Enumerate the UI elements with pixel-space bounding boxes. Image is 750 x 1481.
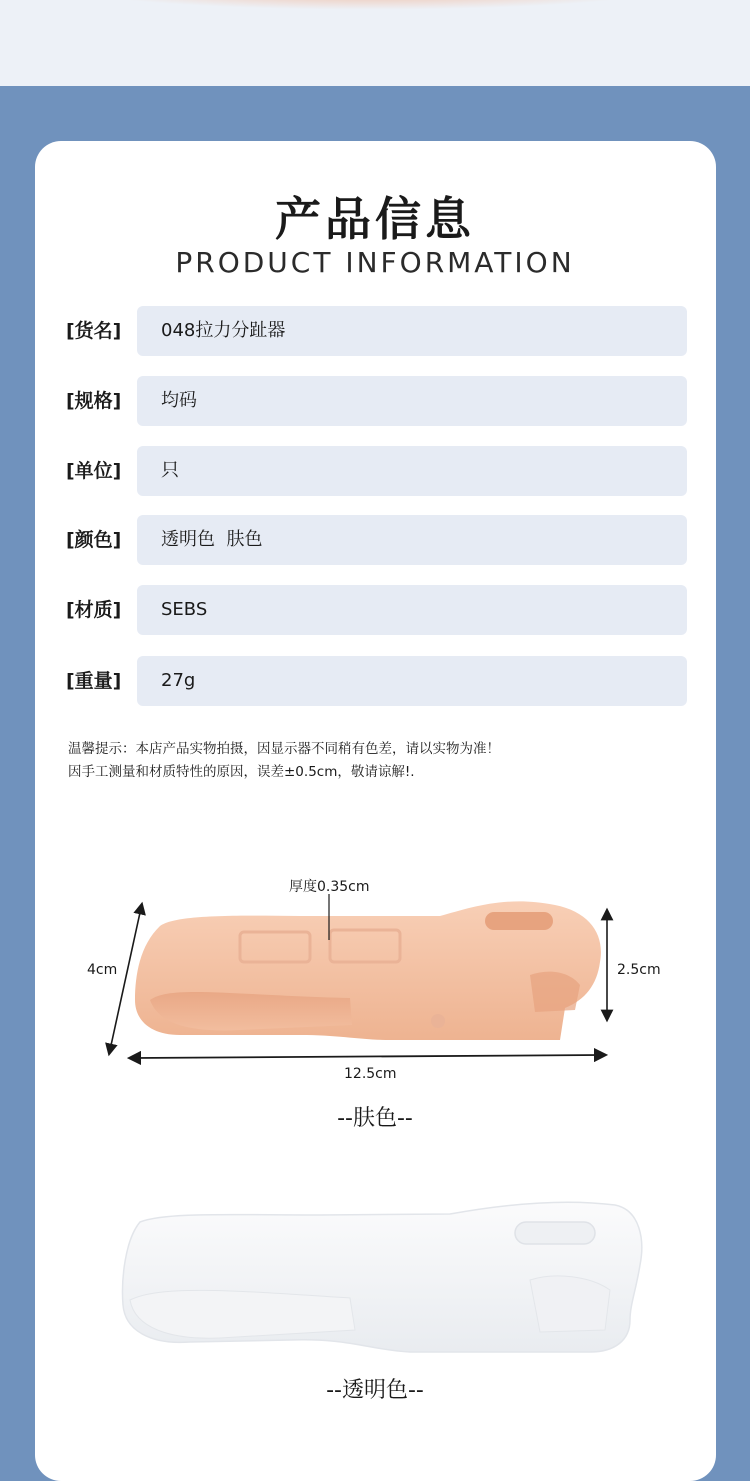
skin-toe-separator-image — [135, 901, 601, 1040]
page-title: 产品信息 — [275, 192, 475, 246]
thickness-label: 厚度0.35cm — [289, 879, 370, 895]
clear-caption: --透明色-- — [326, 1378, 424, 1403]
note-line: 因手工测量和材质特性的原因，误差±0.5cm，敬请谅解!. — [68, 764, 415, 780]
spec-label: [材质] — [66, 599, 122, 621]
spec-label: [货名] — [66, 320, 122, 342]
spec-value: 只 — [161, 460, 179, 481]
spec-label: [重量] — [66, 670, 122, 692]
width-label: 2.5cm — [617, 962, 661, 978]
spec-label: [颜色] — [66, 529, 122, 551]
clear-toe-separator-image — [123, 1202, 642, 1352]
spec-value: SEBS — [161, 599, 208, 620]
spec-value: 透明色 肤色 — [161, 529, 263, 550]
spec-value: 均码 — [161, 390, 197, 411]
page-subtitle: PRODUCT INFORMATION — [175, 246, 575, 279]
spec-value: 048拉力分趾器 — [161, 320, 286, 341]
height-label: 4cm — [87, 962, 118, 978]
spec-label: [规格] — [66, 390, 122, 412]
spec-label: [单位] — [66, 460, 122, 482]
length-label: 12.5cm — [344, 1066, 397, 1082]
spec-value: 27g — [161, 670, 196, 691]
skin-caption: --肤色-- — [337, 1106, 413, 1131]
note-line: 温馨提示：本店产品实物拍摄，因显示器不同稍有色差，请以实物为准！ — [68, 741, 500, 757]
length-arrow — [134, 1055, 601, 1058]
